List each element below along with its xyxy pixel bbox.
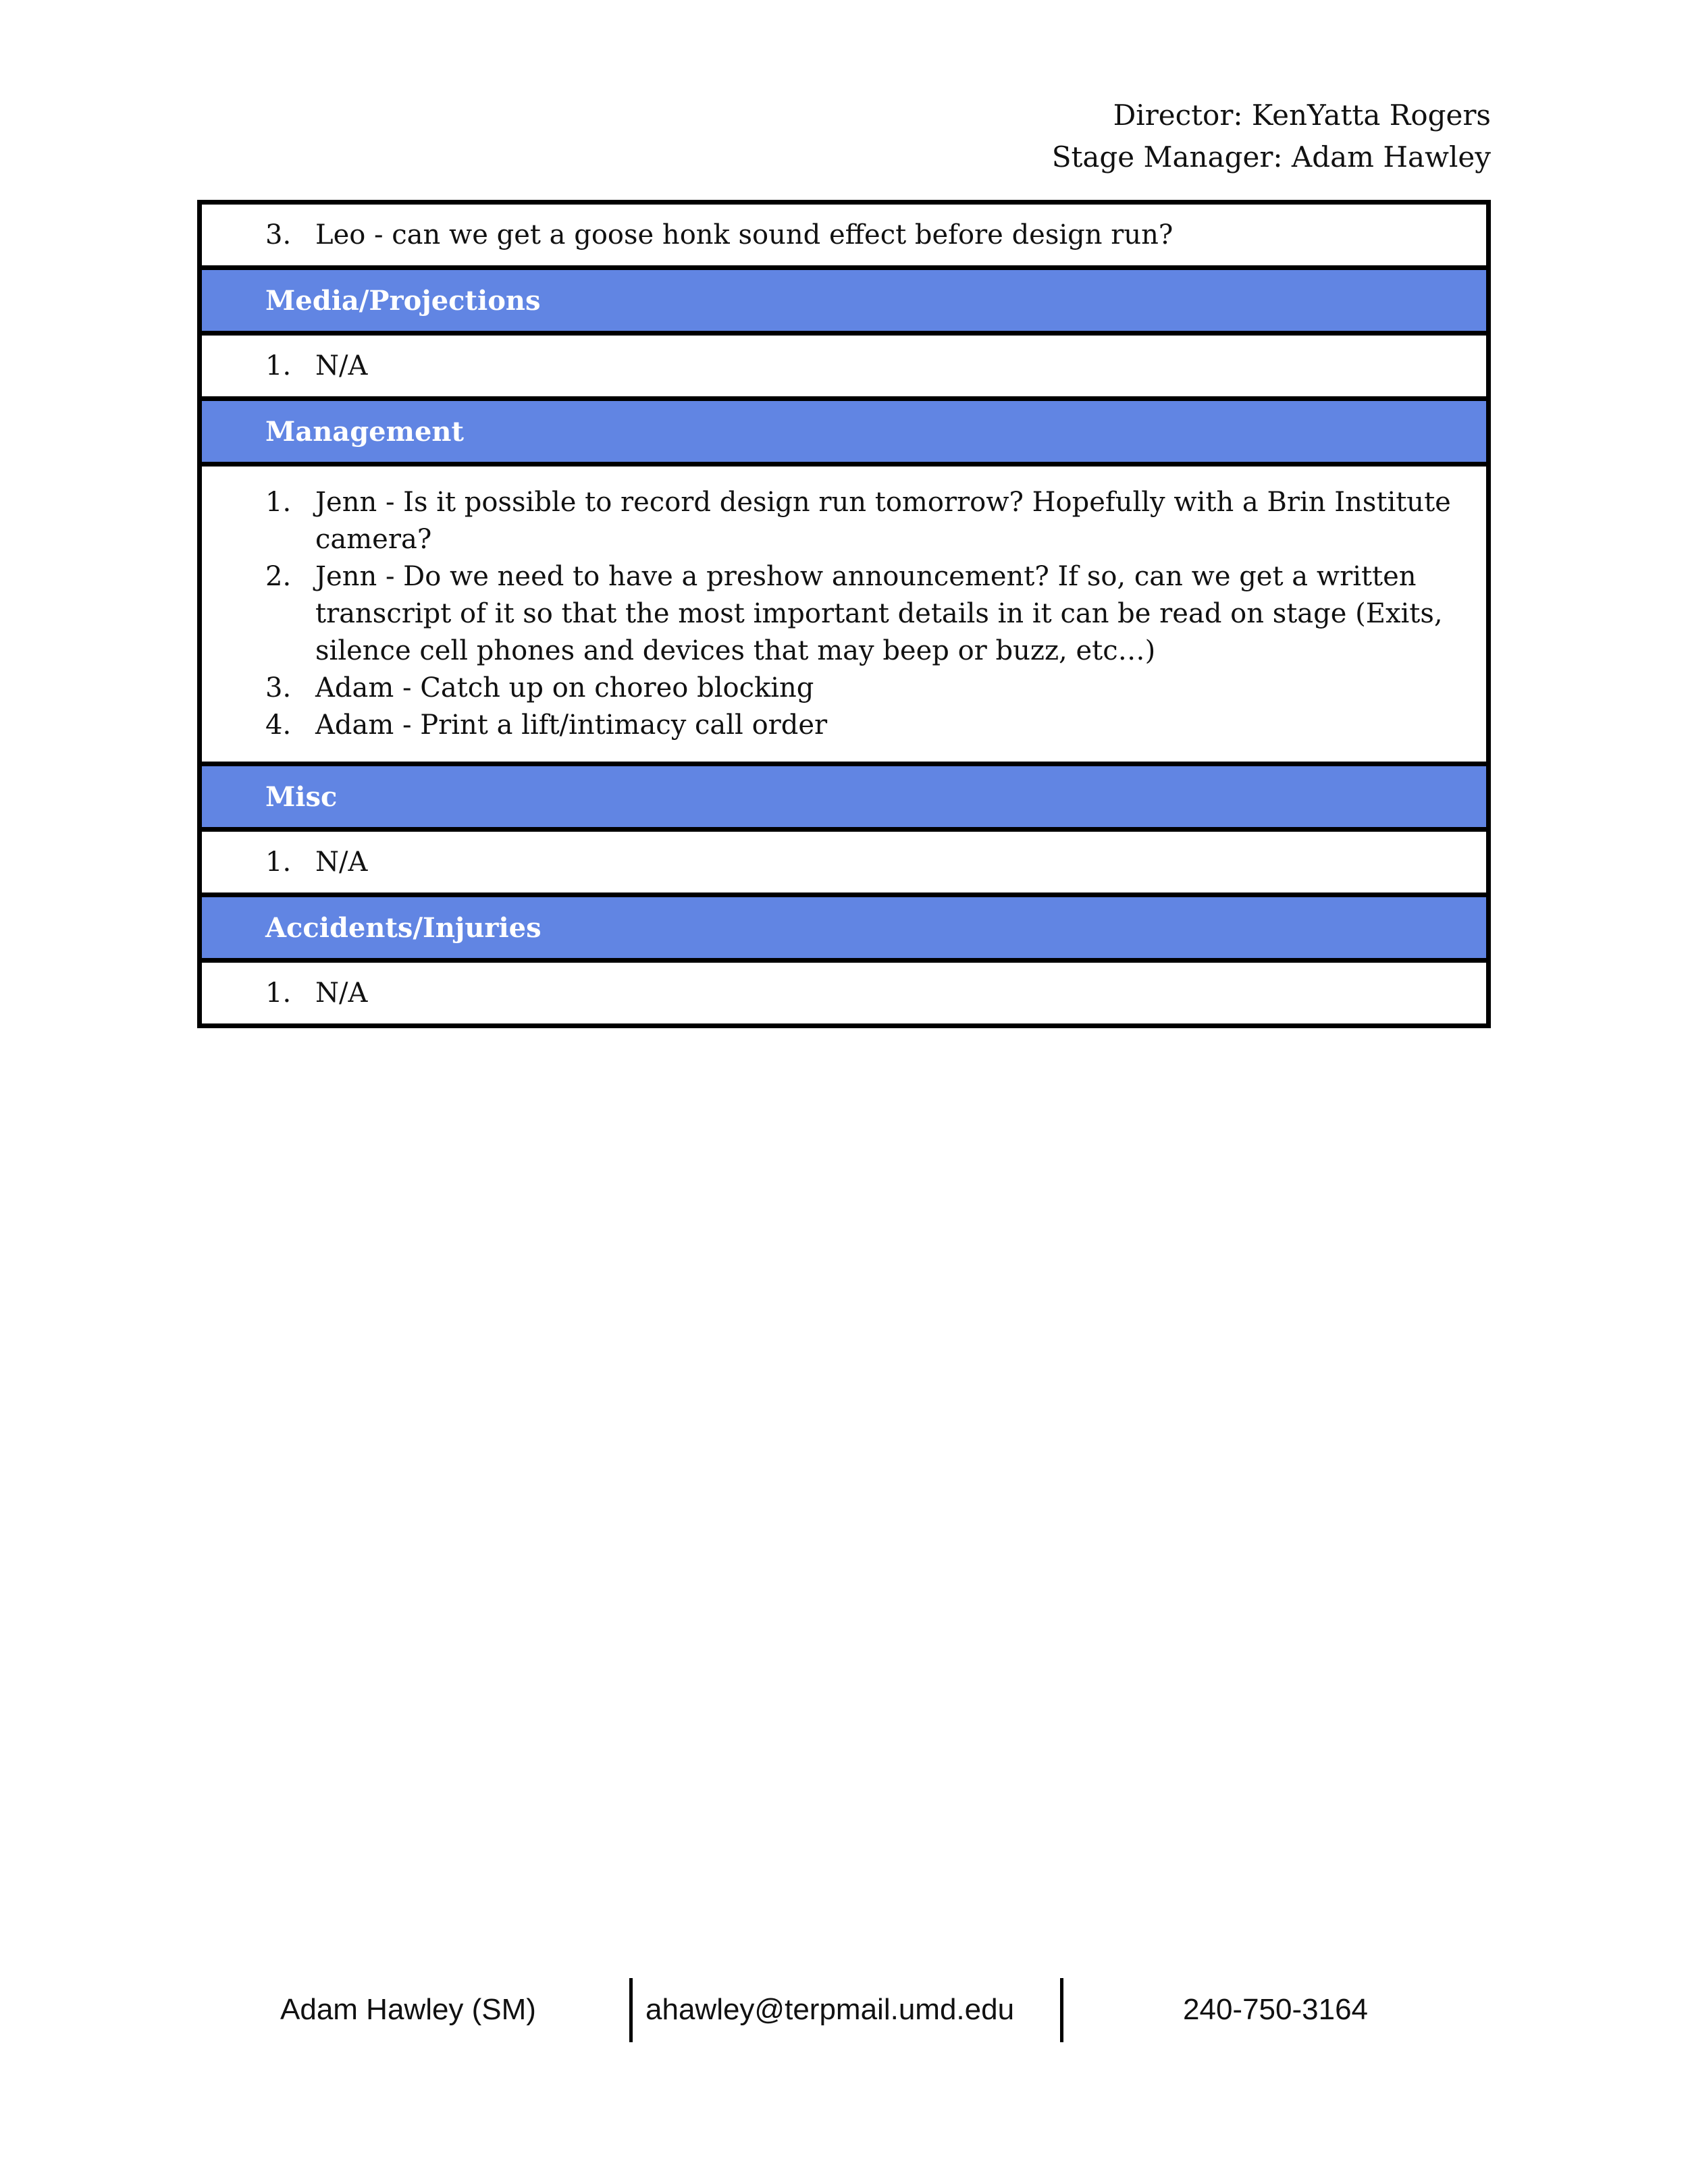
list-item — [265, 670, 1470, 707]
footer-divider — [1060, 1978, 1063, 2042]
item-number: 3. — [265, 219, 292, 250]
item-text: Jenn - Do we need to have a preshow announcement? If so, can we get a written transcript of it so that the most important details in it can be read on stage (Exits, silence cell phones and devices that may beep or buzz, etc…) — [315, 561, 1443, 666]
footer-phone: 240-750-3164 — [1183, 1993, 1369, 2026]
accidents-injuries-header — [200, 895, 1489, 961]
page-header — [1052, 95, 1491, 178]
accidents-injuries-row — [200, 961, 1489, 1026]
item-text: Adam - Print a lift/intimacy call order — [315, 710, 828, 741]
list-item — [265, 844, 1470, 881]
management-row — [200, 464, 1489, 764]
item-text: Adam - Catch up on choreo blocking — [315, 672, 814, 703]
item-text: Jenn - Is it possible to record design run tomorrow? Hopefully with a Brin Institute camera? — [315, 487, 1451, 555]
item-text: N/A — [315, 977, 368, 1009]
list-item — [265, 975, 1470, 1012]
misc-list — [202, 844, 1486, 881]
management-list — [202, 484, 1486, 744]
misc-header — [200, 764, 1489, 830]
footer-email: ahawley@terpmail.umd.edu — [645, 1993, 1015, 2026]
media-projections-list — [202, 348, 1486, 385]
sound-continued-row — [200, 203, 1489, 268]
sound-continued-list — [202, 217, 1486, 254]
misc-row — [200, 830, 1489, 895]
section-title: Media/Projections — [200, 268, 1489, 334]
list-item — [265, 558, 1470, 670]
footer-name: Adam Hawley (SM) — [280, 1993, 536, 2026]
media-projections-row — [200, 334, 1489, 399]
accidents-injuries-list — [202, 975, 1486, 1012]
page-footer — [0, 1978, 1688, 2046]
report-table — [197, 200, 1491, 1028]
item-number: 1. — [265, 350, 292, 381]
item-number: 1. — [265, 487, 292, 518]
section-title: Accidents/Injuries — [200, 895, 1489, 961]
item-text: N/A — [315, 350, 368, 381]
media-projections-header — [200, 268, 1489, 334]
item-number: 1. — [265, 977, 292, 1009]
list-item — [265, 484, 1470, 558]
list-item — [265, 217, 1470, 254]
director-line: Director: KenYatta Rogers — [1113, 99, 1491, 132]
item-number: 4. — [265, 710, 292, 741]
item-number: 2. — [265, 561, 292, 592]
item-number: 3. — [265, 672, 292, 703]
management-header — [200, 399, 1489, 464]
list-item — [265, 707, 1470, 744]
item-number: 1. — [265, 846, 292, 878]
stage-manager-line: Stage Manager: Adam Hawley — [1051, 140, 1491, 174]
list-item — [265, 348, 1470, 385]
footer-divider — [629, 1978, 633, 2042]
section-title: Management — [200, 399, 1489, 464]
item-text: N/A — [315, 846, 368, 878]
section-title: Misc — [200, 764, 1489, 830]
item-text: Leo - can we get a goose honk sound effect before design run? — [315, 219, 1173, 250]
